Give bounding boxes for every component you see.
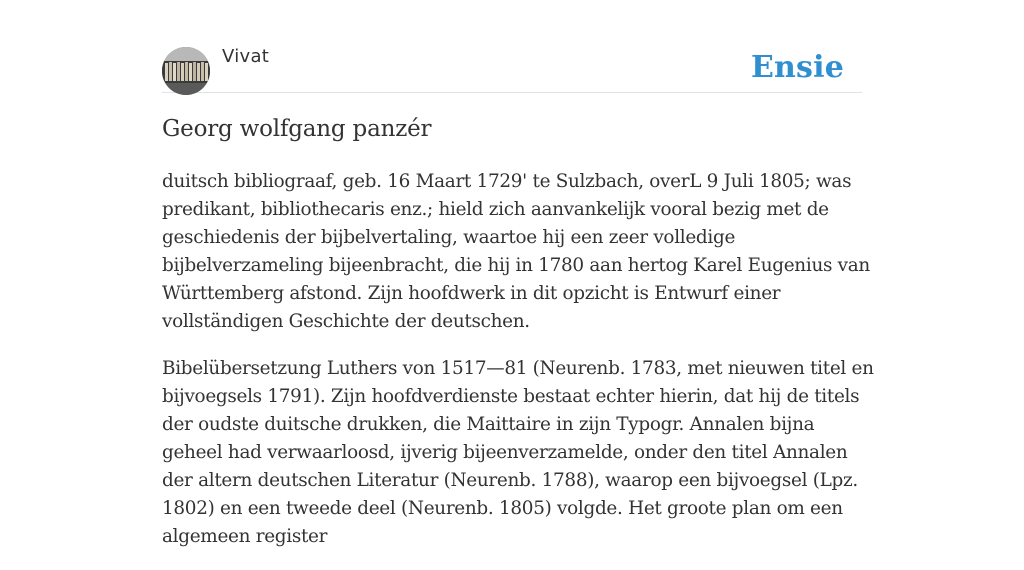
- header: [162, 0, 862, 93]
- paragraph: duitsch bibliograaf, geb. 16 Maart 1729' te Sulzbach, overL 9 Juli 1805; was predikant, bibliothecaris enz.; hield zich aanvankelijk vooral bezig met de geschiedenis der bijbelvertaling, waartoe hij een zeer volledige bijbelverzameling bijeenbracht, die hij in 1780 aan hertog Karel Eugenius van Württemberg afstond. Zijn hoofdwerk in dit opzicht is Entwurf einer vollständigen Geschichte der deutschen.: [162, 171, 870, 332]
- brand-logo[interactable]: Ensie: [750, 50, 844, 85]
- page-title: Georg wolfgang panzér: [162, 116, 432, 142]
- article-body: [162, 168, 874, 570]
- page-container: [162, 0, 874, 547]
- author-name[interactable]: Vivat: [222, 46, 270, 67]
- bookshelf-icon: [162, 47, 210, 95]
- avatar[interactable]: [162, 47, 210, 95]
- paragraph: Bibelübersetzung Luthers von 1517—81 (Neurenb. 1783, met nieuwen titel en bijvoegsels 1791). Zijn hoofdverdienste bestaat echter hierin, dat hij de titels der oudste duitsche drukken, die Maittaire in zijn Typogr. Annalen bijna geheel had verwaarloosd, ijverig bijeenverzamelde, onder den titel Annalen der altern deutschen Literatur (Neurenb. 1788), waarop een bijvoegsel (Lpz. 1802) en een tweede deel (Neurenb. 1805) volgde. Het groote plan om een algemeen register: [162, 358, 874, 547]
